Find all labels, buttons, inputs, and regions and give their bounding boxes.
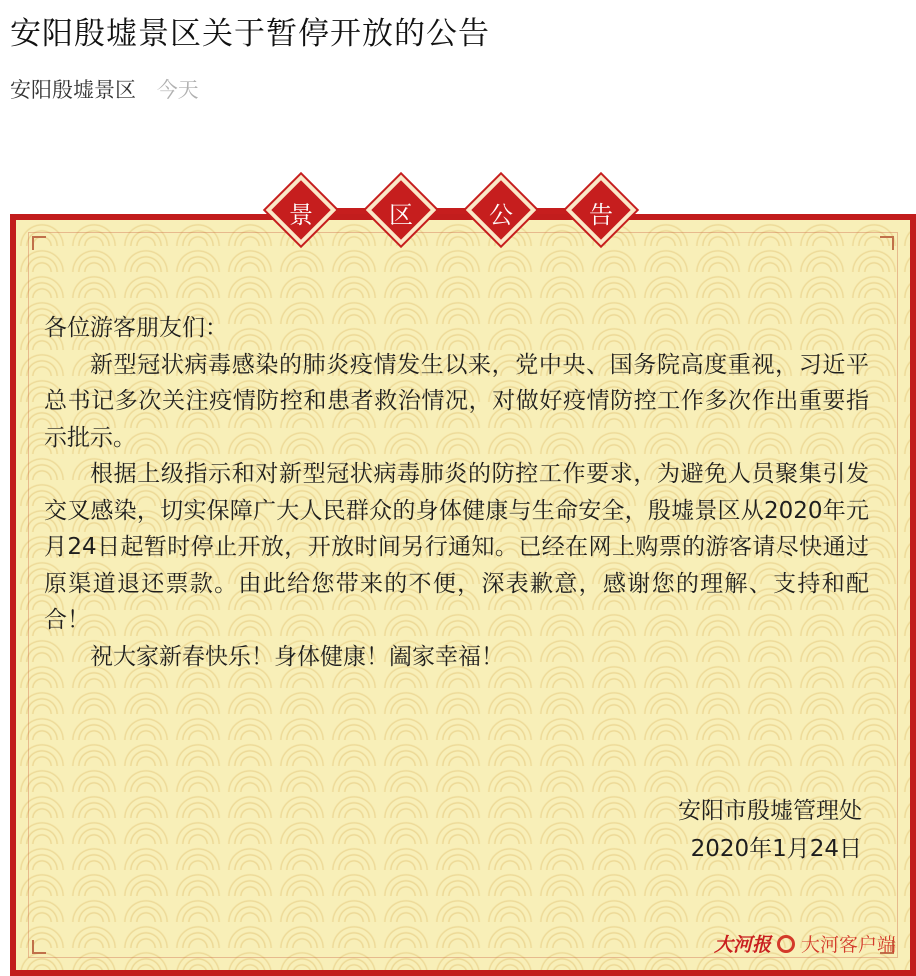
banner-char: 区: [389, 201, 413, 229]
notice-paragraph: 新型冠状病毒感染的肺炎疫情发生以来，党中央、国务院高度重视，习近平总书记多次关注疫情防控和患者救治情况，对做好疫情防控工作多次作出重要指示批示。: [44, 351, 869, 451]
signature-org: 安阳市殷墟管理处: [678, 798, 862, 824]
watermark: [714, 930, 896, 957]
watermark-brand: 大河报: [713, 934, 771, 956]
notice-greeting: 各位游客朋友们：: [44, 315, 228, 341]
notice-body: [44, 310, 869, 675]
dahe-logo-icon: [777, 935, 795, 953]
signature-date: 2020年1月24日: [690, 836, 862, 862]
corner-ornament: [880, 236, 894, 250]
banner-char: 景: [289, 201, 313, 229]
notice-paragraph: 根据上级指示和对新型冠状病毒肺炎的防控工作要求，为避免人员聚集引发交叉感染，切实保障广大人民群众的身体健康与生命安全，殷墟景区从2020年元月24日起暂时停止开放，开放时间另行通知。已经在网上购票的游客请尽快通过原渠道退还票款。由此给您带来的不便，深表歉意，感谢您的理解、支持和配合！: [44, 461, 869, 633]
corner-ornament: [32, 236, 46, 250]
notice-paragraph: 祝大家新春快乐！身体健康！阖家幸福！: [90, 643, 504, 670]
watermark-app: 大河客户端: [800, 934, 896, 956]
article-date: 今天: [156, 78, 199, 102]
notice-signature: [678, 792, 862, 868]
corner-ornament: [32, 940, 46, 954]
banner-char: 告: [589, 201, 613, 229]
notice-banner: [262, 175, 642, 255]
article-author-link[interactable]: 安阳殷墟景区: [10, 78, 136, 102]
banner-connector: [322, 208, 582, 214]
article-meta: [10, 74, 199, 104]
banner-char: 公: [489, 201, 513, 229]
article-title: 安阳殷墟景区关于暂停开放的公告: [10, 16, 490, 52]
